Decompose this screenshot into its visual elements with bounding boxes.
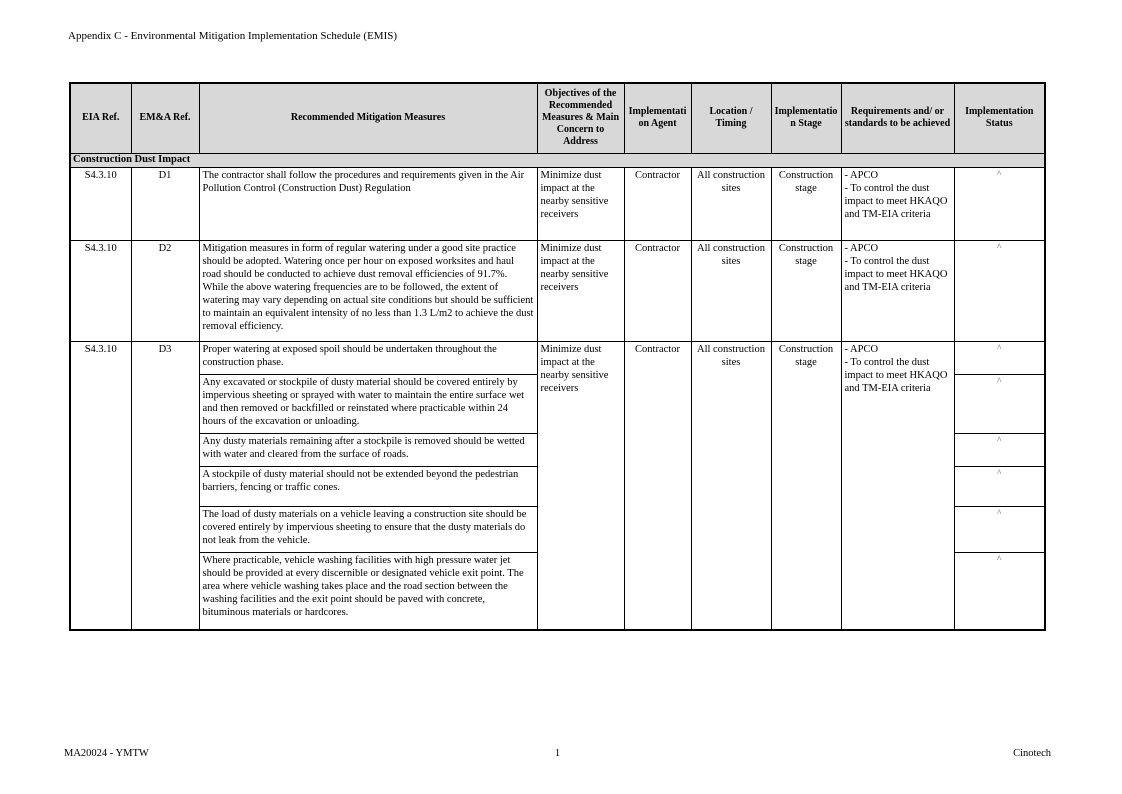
footer-project-ref: MA20024 - YMTW [64, 748, 149, 759]
eia-ref-cell: S4.3.10 [70, 167, 131, 240]
column-header-ema-ref: EM&A Ref. [131, 83, 199, 153]
status-cell: ^ [954, 506, 1045, 552]
column-header-agent: Implementation Agent [624, 83, 691, 153]
objective-cell: Minimize dust impact at the nearby sensitive receivers [537, 167, 624, 240]
eia-ref-cell: S4.3.10 [70, 341, 131, 630]
column-header-status: Implementation Status [954, 83, 1045, 153]
column-header-objectives: Objectives of the Recommended Measures & Main Concern to Address [537, 83, 624, 153]
measure-cell: Any dusty materials remaining after a stockpile is removed should be wetted with water and cleared from the surface of roads. [199, 433, 537, 466]
column-header-requirements: Requirements and/ or standards to be achieved [841, 83, 954, 153]
measure-cell: The load of dusty materials on a vehicle leaving a construction site should be covered entirely by impervious sheeting to ensure that the dusty materials do not leak from the vehicle. [199, 506, 537, 552]
location-cell: All construction sites [691, 240, 771, 341]
measure-cell: Proper watering at exposed spoil should be undertaken throughout the construction phase. [199, 341, 537, 374]
column-header-eia-ref: EIA Ref. [70, 83, 131, 153]
measure-cell: Any excavated or stockpile of dusty material should be covered entirely by impervious sheeting or sprayed with water to maintain the entire surface wet and then removed or backfilled or reinstated where practicable within 24 hours of the excavation or unloading. [199, 374, 537, 433]
table-row-d2 [70, 240, 1045, 341]
requirements-cell [841, 341, 954, 630]
status-cell: ^ [954, 167, 1045, 240]
agent-cell: Contractor [624, 240, 691, 341]
measure-cell: Mitigation measures in form of regular watering under a good site practice should be adopted. Watering once per hour on exposed worksites and haul road should be conducted to achieve dust removal efficiencies of 91.7%. While the above watering frequencies are to be followed, the extent of watering may vary depending on actual site conditions but should be sufficient to maintain an equivalent intensity of no less than 1.3 L/m2 to achieve the dust removal efficiency. [199, 240, 537, 341]
status-cell: ^ [954, 466, 1045, 506]
status-cell: ^ [954, 433, 1045, 466]
footer-company: Cinotech [1013, 748, 1051, 759]
section-row [70, 153, 1045, 167]
requirements-cell [841, 167, 954, 240]
column-header-stage: Implementation Stage [771, 83, 841, 153]
stage-cell: Construction stage [771, 167, 841, 240]
location-cell: All construction sites [691, 341, 771, 630]
measure-cell: The contractor shall follow the procedures and requirements given in the Air Pollution Control (Construction Dust) Regulation [199, 167, 537, 240]
location-cell: All construction sites [691, 167, 771, 240]
table-row-d1 [70, 167, 1045, 240]
table-row-d3-1 [70, 341, 1045, 374]
requirement-line: - To control the dust impact to meet HKAQO and TM-EIA criteria [844, 182, 948, 220]
status-cell: ^ [954, 552, 1045, 630]
requirements-cell [841, 240, 954, 341]
emis-table [69, 82, 1046, 631]
agent-cell: Contractor [624, 167, 691, 240]
ema-ref-cell: D1 [131, 167, 199, 240]
measure-cell: Where practicable, vehicle washing facilities with high pressure water jet should be provided at every discernible or designated vehicle exit point. The area where vehicle washing takes place and the road section between the washing facilities and the exit point should be paved with concrete, bituminous materials or hardcores. [199, 552, 537, 630]
agent-cell: Contractor [624, 341, 691, 630]
status-cell: ^ [954, 341, 1045, 374]
requirement-line: - To control the dust impact to meet HKAQO and TM-EIA criteria [844, 356, 948, 394]
stage-cell: Construction stage [771, 341, 841, 630]
page-title: Appendix C - Environmental Mitigation Implementation Schedule (EMIS) [68, 30, 398, 42]
requirement-line: - To control the dust impact to meet HKAQO and TM-EIA criteria [844, 255, 948, 293]
stage-cell: Construction stage [771, 240, 841, 341]
ema-ref-cell: D3 [131, 341, 199, 630]
status-cell: ^ [954, 374, 1045, 433]
table-header-row [70, 83, 1045, 153]
eia-ref-cell: S4.3.10 [70, 240, 131, 341]
status-cell: ^ [954, 240, 1045, 341]
column-header-measures: Recommended Mitigation Measures [199, 83, 537, 153]
column-header-location-timing: Location / Timing [691, 83, 771, 153]
page-footer [64, 748, 1051, 759]
objective-cell: Minimize dust impact at the nearby sensitive receivers [537, 240, 624, 341]
measure-cell: A stockpile of dusty material should not be extended beyond the pedestrian barriers, fencing or traffic cones. [199, 466, 537, 506]
objective-cell: Minimize dust impact at the nearby sensitive receivers [537, 341, 624, 630]
requirement-line: - APCO [844, 242, 879, 254]
requirement-line: - APCO [844, 169, 879, 181]
section-title: Construction Dust Impact [70, 153, 1045, 167]
requirement-line: - APCO [844, 343, 879, 355]
ema-ref-cell: D2 [131, 240, 199, 341]
footer-page-number: 1 [554, 748, 561, 759]
